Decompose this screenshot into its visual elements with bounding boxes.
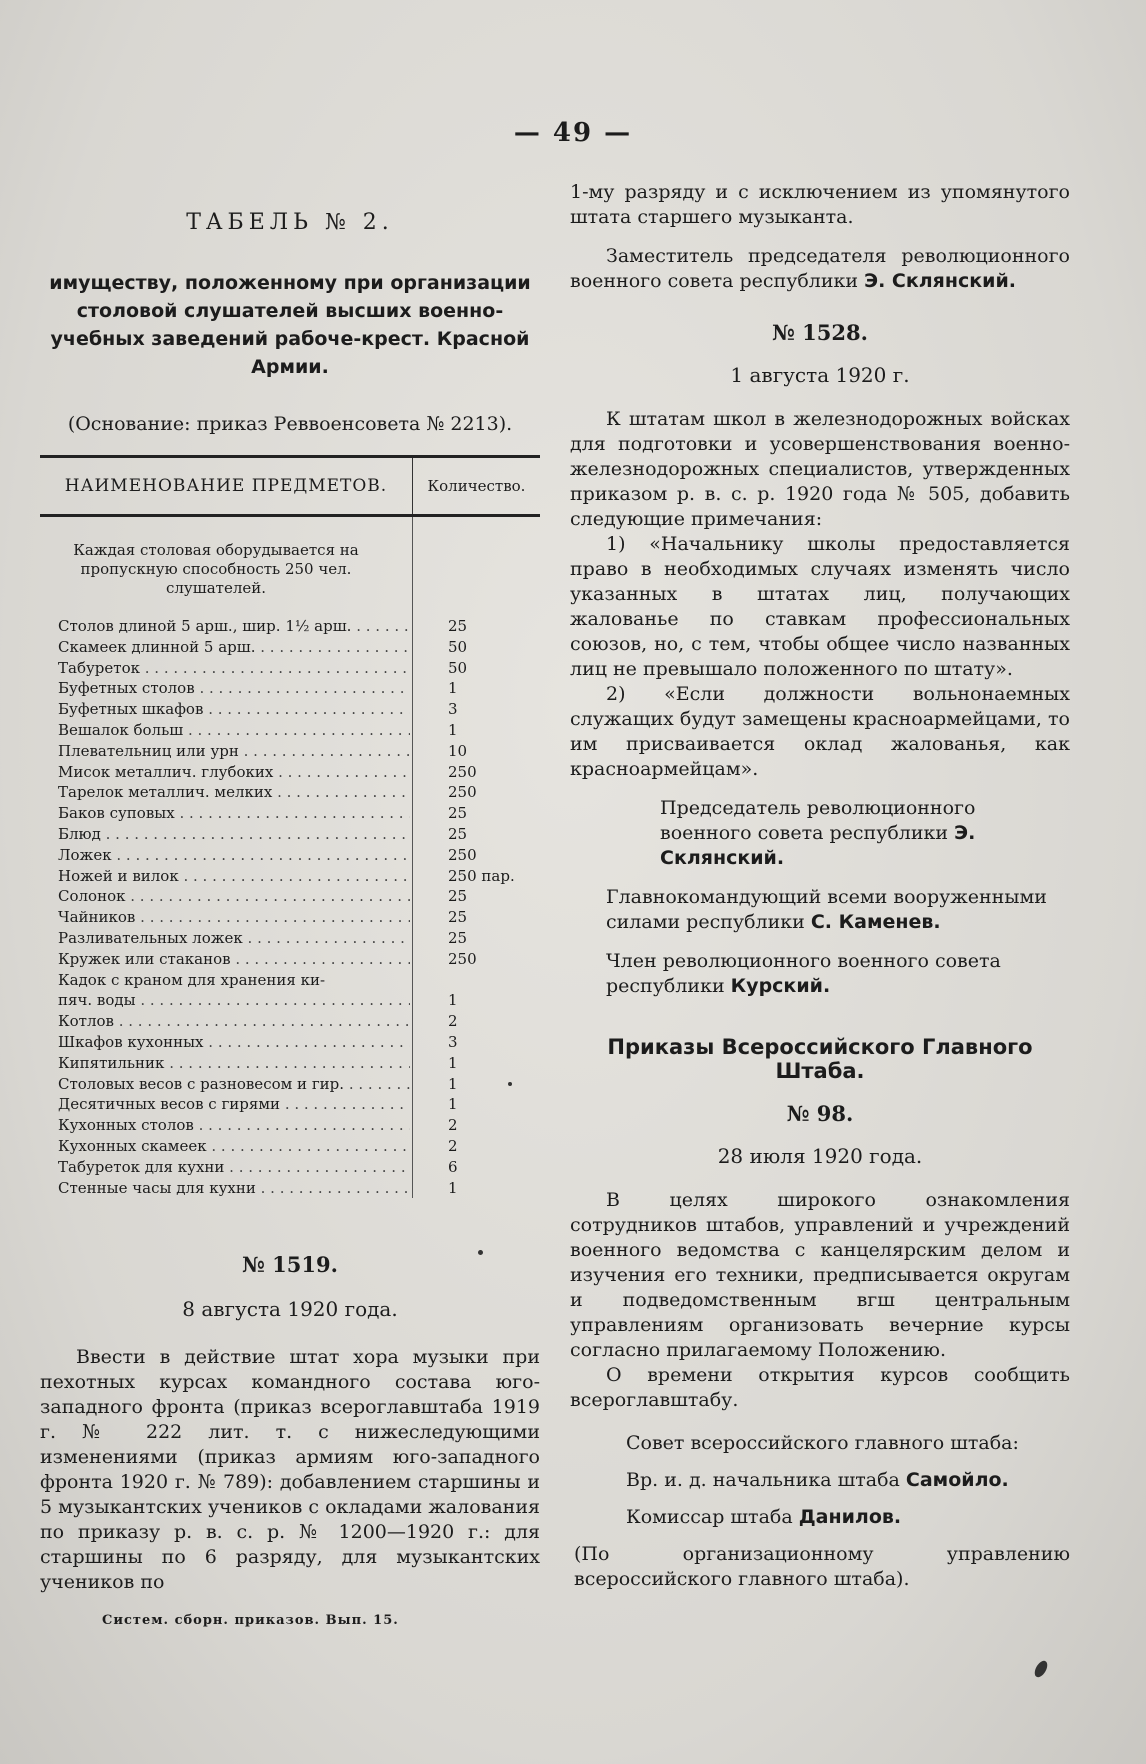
right-column	[570, 180, 1070, 1592]
row-item-qty: 25	[448, 824, 468, 843]
table-row	[40, 866, 540, 887]
commissar-name: Данилов.	[798, 1506, 902, 1528]
deputy-signature	[570, 244, 1070, 294]
table-note: Каждая столовая оборудывается на пропускную способность 250 чел. слушателей.	[73, 541, 359, 597]
ink-speck	[1032, 1659, 1050, 1680]
table-row	[40, 1094, 540, 1115]
sig2-title: Главнокомандующий всеми вооруженными силами республики	[606, 886, 1047, 933]
tabel-basis: (Основание: приказ Реввоенсовета № 2213).	[67, 413, 513, 435]
council-line: Совет всероссийского главного штаба:	[626, 1432, 1019, 1454]
column-header-name: НАИМЕНОВАНИЕ ПРЕДМЕТОВ.	[40, 458, 413, 514]
table-row	[40, 970, 540, 991]
table-row	[40, 886, 540, 907]
row-item-qty: 1	[448, 1074, 458, 1093]
table-row	[40, 949, 540, 970]
row-item-name: Мисок металлич. глубоких . . .	[58, 762, 410, 783]
tabel-subtitle: имуществу, положенному при организации столовой слушателей высших военно-учебных заведений рабоче-крест. Красной Армии.	[49, 272, 531, 378]
signature-3	[570, 949, 1070, 999]
order-1528-p3: 2) «Если должности вольнонаемных служащих будут замещены красноармейцами, то им присваивается оклад жалованья, как красноармейцам».	[570, 683, 1070, 780]
row-item-qty: 25	[448, 617, 468, 635]
signature-1	[570, 796, 1070, 871]
row-item-name: Шкафов кухонных . . .	[58, 1032, 410, 1053]
row-item-name: Кружек или стаканов . . .	[58, 949, 410, 970]
row-item-qty: 1	[448, 1053, 458, 1072]
row-item-qty: 25	[448, 928, 468, 947]
order-1528-p1: К штатам школ в железнодорожных войсках для подготовки и усовершенствования военно-железнодорожных специалистов, утвержденных приказом р. в. с. р. 1920 года № 505, добавить следующие примечания:	[570, 408, 1070, 530]
table-row	[40, 1157, 540, 1178]
continuation-text: 1-му разряду и с исключением из упомянутого штата старшего музыканта.	[570, 181, 1070, 228]
table-row	[40, 845, 540, 866]
row-item-qty: 2	[448, 1136, 458, 1155]
order-98-date: 28 июля 1920 года.	[717, 1144, 923, 1168]
row-item-name: пяч. воды . . .	[58, 990, 410, 1011]
row-item-qty: 6	[448, 1157, 458, 1176]
row-item-name: Столов длиной 5 арш., шир. 1½ арш. . . .	[58, 616, 410, 637]
order-98-p1: В целях широкого ознакомления сотрудников штабов, управлений и учреждений военного ведомства с канцелярским делом и изучения его техники, предписывается округам и подведомственным вгш центральным управлениям организовать вечерние курсы согласно прилагаемому Положению.	[570, 1189, 1070, 1361]
row-item-qty: 10	[448, 741, 468, 760]
deputy-name: Э. Склянский.	[864, 270, 1017, 292]
row-item-qty: 250	[448, 783, 477, 802]
order-1528-number: № 1528.	[772, 320, 868, 345]
order-1519-date: 8 августа 1920 года.	[182, 1297, 398, 1322]
table-row	[40, 1074, 540, 1095]
sig1-name: Э. Склянский.	[660, 822, 976, 869]
row-item-name: Ложек . . .	[58, 845, 410, 866]
table-row	[40, 637, 540, 658]
row-item-qty: 25	[448, 887, 468, 906]
ink-speck	[478, 1250, 483, 1255]
items-table	[40, 455, 540, 1198]
table-row	[40, 803, 540, 824]
row-item-qty: 2	[448, 1012, 458, 1031]
row-item-qty: 2	[448, 1116, 458, 1135]
column-header-qty: Количество.	[427, 477, 526, 495]
row-item-name: Кухонных столов . . .	[58, 1115, 410, 1136]
signature-2	[570, 885, 1070, 935]
table-row	[40, 1032, 540, 1053]
row-item-qty: 50	[448, 658, 468, 677]
row-item-name: Вешалок больш . . .	[58, 720, 410, 741]
row-item-qty: 3	[448, 1032, 458, 1051]
table-rows	[40, 616, 540, 1198]
row-item-name: Чайников . . .	[58, 907, 410, 928]
table-row	[40, 678, 540, 699]
row-item-qty: 3	[448, 700, 458, 719]
row-item-name: Кипятильник . . .	[58, 1053, 410, 1074]
table-row	[40, 658, 540, 679]
row-item-name: Десятичных весов с гирями . . .	[58, 1094, 410, 1115]
chief-line	[570, 1468, 1070, 1493]
row-item-name: Буфетных столов . . .	[58, 678, 410, 699]
table-body	[40, 517, 540, 1198]
row-item-name: Солонок . . .	[58, 886, 410, 907]
order-98-p2: О времени открытия курсов сообщить всероглавштабу.	[570, 1364, 1070, 1411]
row-item-name: Табуреток для кухни . . .	[58, 1157, 410, 1178]
commissar-title: Комиссар штаба	[626, 1506, 793, 1528]
row-item-name: Скамеек длинной 5 арш. . . .	[58, 637, 410, 658]
table-row	[40, 1053, 540, 1074]
sig3-name: Курский.	[730, 975, 831, 997]
row-item-name: Плевательниц или урн . . .	[58, 741, 410, 762]
order-1528-date: 1 августа 1920 г.	[730, 363, 910, 387]
row-item-qty: 1	[448, 720, 458, 739]
sig1-title: Председатель революционного военного совета республики	[660, 797, 976, 844]
order-1519-text: Ввести в действие штат хора музыки при пехотных курсах командного состава юго-западного фронта (приказ всероглавштаба 1919 г. № 222 лит. т. с нижеследующими изменениями (приказ армиям юго-западного фронта 1920 г. № 789): добавлением старшины и 5 музыкантских учеников с окладами жалования по приказу р. в. с. р. № 1200—1920 г.: для старшины по 6 разряду, для музыкантских учеников по	[40, 1346, 540, 1594]
row-item-name: Табуреток . . .	[58, 658, 410, 679]
table-row	[40, 741, 540, 762]
row-item-name: Котлов . . .	[58, 1011, 410, 1032]
table-row	[40, 720, 540, 741]
table-row	[40, 699, 540, 720]
row-item-name: Блюд . . .	[58, 824, 410, 845]
table-row	[40, 824, 540, 845]
chief-name: Самойло.	[905, 1469, 1009, 1491]
row-item-qty: 1	[448, 679, 458, 698]
chief-title: Вр. и. д. начальника штаба	[626, 1469, 900, 1491]
row-item-name: Разливательных ложек . . .	[58, 928, 410, 949]
row-item-qty: 1	[448, 991, 458, 1010]
tabel-title: ТАБЕЛЬ № 2.	[186, 210, 394, 235]
row-item-name: Кадок с краном для хранения ки-	[58, 970, 326, 989]
row-item-qty: 1	[448, 1178, 458, 1197]
row-item-name: Баков суповых . . .	[58, 803, 410, 824]
left-column	[40, 200, 540, 1628]
table-header	[40, 458, 540, 517]
page-number: — 49 —	[513, 118, 633, 148]
row-item-qty: 250	[448, 949, 477, 968]
row-item-name: Кухонных скамеек . . .	[58, 1136, 410, 1157]
footer-note: Систем. сборн. приказов. Вып. 15.	[102, 1613, 399, 1629]
row-item-qty: 250	[448, 845, 477, 864]
table-row	[40, 616, 540, 637]
row-item-qty: 250	[448, 762, 477, 781]
table-row	[40, 990, 540, 1011]
order-98-number: № 98.	[786, 1101, 854, 1126]
table-row	[40, 1115, 540, 1136]
sig3-title: Член революционного военного совета республики	[606, 950, 1001, 997]
table-row	[40, 1178, 540, 1199]
table-row	[40, 907, 540, 928]
row-item-qty: 1	[448, 1095, 458, 1114]
ink-speck	[508, 1082, 512, 1086]
row-item-name: Стенные часы для кухни . . .	[58, 1178, 410, 1199]
table-row	[40, 928, 540, 949]
row-item-name: Тарелок металлич. мелких . . .	[58, 782, 410, 803]
row-item-qty: 25	[448, 908, 468, 927]
table-row	[40, 1136, 540, 1157]
row-item-name: Буфетных шкафов . . .	[58, 699, 410, 720]
row-item-qty: 50	[448, 637, 468, 656]
sig2-name: С. Каменев.	[810, 911, 941, 933]
row-item-name: Столовых весов с разновесом и гир. . . .	[58, 1074, 410, 1095]
row-item-qty: 250 пар.	[448, 866, 515, 885]
deputy-title: Заместитель председателя революционного военного совета республики	[570, 245, 1070, 292]
commissar-line	[570, 1505, 1070, 1530]
table-row	[40, 762, 540, 783]
row-item-qty: 25	[448, 804, 468, 823]
table-row	[40, 782, 540, 803]
section-header: Приказы Всероссийского Главного Штаба.	[607, 1035, 1033, 1083]
order-98-source: (По организационному управлению всероссийского главного штаба).	[574, 1543, 1070, 1590]
row-item-qty	[410, 970, 538, 991]
order-1519-number: № 1519.	[242, 1252, 338, 1278]
row-item-name: Ножей и вилок . . .	[58, 866, 410, 887]
order-1528-p2: 1) «Начальнику школы предоставляется право в необходимых случаях изменять число указанных в штатах лиц, получающих жалованье по ставкам профессиональных союзов, но, с тем, чтобы общее число названных лиц не превышало положенного по штату».	[570, 533, 1070, 680]
table-row	[40, 1011, 540, 1032]
